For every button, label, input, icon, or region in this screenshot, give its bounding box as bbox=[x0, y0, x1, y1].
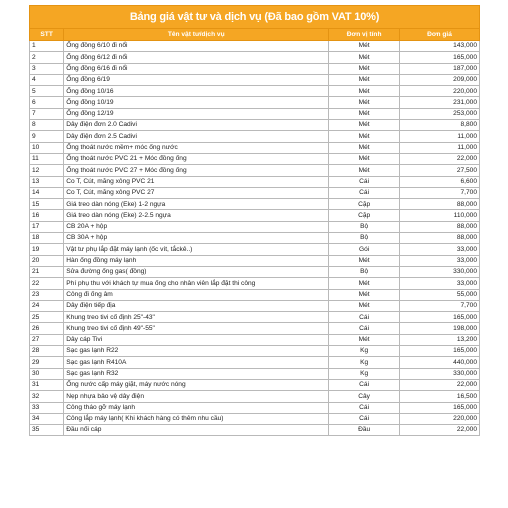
row-unit: Mét bbox=[329, 142, 400, 153]
row-price: 88,000 bbox=[400, 221, 480, 232]
row-price: 165,000 bbox=[400, 52, 480, 63]
row-stt: 14 bbox=[30, 187, 64, 198]
row-name: Nẹp nhựa bảo vệ dây điện bbox=[64, 391, 329, 402]
row-price: 33,000 bbox=[400, 255, 480, 266]
row-stt: 10 bbox=[30, 142, 64, 153]
row-stt: 15 bbox=[30, 199, 64, 210]
row-stt: 3 bbox=[30, 63, 64, 74]
row-name: Vật tư phụ lắp đặt máy lạnh (ốc vít, tắckê..) bbox=[64, 244, 329, 255]
price-sheet bbox=[29, 5, 480, 436]
table-row bbox=[30, 210, 480, 221]
row-unit: Mét bbox=[329, 108, 400, 119]
row-name: CB 20A + hộp bbox=[64, 221, 329, 232]
table-row bbox=[30, 379, 480, 390]
row-unit: Mét bbox=[329, 153, 400, 164]
row-stt: 30 bbox=[30, 368, 64, 379]
row-unit: Cây bbox=[329, 391, 400, 402]
row-name: Ống đồng 6/19 bbox=[64, 74, 329, 85]
row-name: Sạc gas lạnh R410A bbox=[64, 357, 329, 368]
table-row bbox=[30, 74, 480, 85]
row-price: 13,200 bbox=[400, 334, 480, 345]
row-price: 8,800 bbox=[400, 120, 480, 131]
row-unit: Bộ bbox=[329, 221, 400, 232]
row-name: Phí phụ thu với khách tự mua ống cho nhân viên lắp đặt thi công bbox=[64, 278, 329, 289]
table-row bbox=[30, 244, 480, 255]
row-price: 33,000 bbox=[400, 244, 480, 255]
table-row bbox=[30, 120, 480, 131]
row-price: 33,000 bbox=[400, 278, 480, 289]
table-row bbox=[30, 425, 480, 436]
row-stt: 33 bbox=[30, 402, 64, 413]
table-row bbox=[30, 153, 480, 164]
row-stt: 21 bbox=[30, 266, 64, 277]
row-unit: Mét bbox=[329, 255, 400, 266]
row-unit: Mét bbox=[329, 86, 400, 97]
row-name: Ống đồng 10/19 bbox=[64, 97, 329, 108]
table-row bbox=[30, 413, 480, 424]
row-stt: 11 bbox=[30, 153, 64, 164]
table-row bbox=[30, 357, 480, 368]
row-unit: Mét bbox=[329, 289, 400, 300]
row-name: CB 30A + hộp bbox=[64, 233, 329, 244]
row-stt: 18 bbox=[30, 233, 64, 244]
row-name: Giá treo dàn nóng (Eke) 2-2.5 ngựa bbox=[64, 210, 329, 221]
header-unit: Đơn vị tính bbox=[329, 29, 400, 41]
row-price: 27,500 bbox=[400, 165, 480, 176]
row-price: 330,000 bbox=[400, 368, 480, 379]
row-name: Ống đồng 6/10 đi nổi bbox=[64, 41, 329, 52]
row-name: Công đi ống âm bbox=[64, 289, 329, 300]
row-price: 88,000 bbox=[400, 199, 480, 210]
row-price: 330,000 bbox=[400, 266, 480, 277]
row-price: 209,000 bbox=[400, 74, 480, 85]
row-stt: 2 bbox=[30, 52, 64, 63]
row-price: 187,000 bbox=[400, 63, 480, 74]
table-row bbox=[30, 391, 480, 402]
row-price: 165,000 bbox=[400, 402, 480, 413]
row-unit: Mét bbox=[329, 131, 400, 142]
row-name: Ống đồng 12/19 bbox=[64, 108, 329, 119]
table-row bbox=[30, 199, 480, 210]
row-name: Dây cáp Tivi bbox=[64, 334, 329, 345]
row-price: 220,000 bbox=[400, 86, 480, 97]
table-row bbox=[30, 165, 480, 176]
row-stt: 34 bbox=[30, 413, 64, 424]
row-price: 220,000 bbox=[400, 413, 480, 424]
row-name: Đầu nối cáp bbox=[64, 425, 329, 436]
row-stt: 25 bbox=[30, 312, 64, 323]
row-name: Khung treo tivi cố định 49"-55" bbox=[64, 323, 329, 334]
row-name: Công lắp máy lạnh( Khi khách hàng có thêm nhu cầu) bbox=[64, 413, 329, 424]
table-row bbox=[30, 402, 480, 413]
row-unit: Cái bbox=[329, 187, 400, 198]
row-stt: 7 bbox=[30, 108, 64, 119]
row-price: 88,000 bbox=[400, 233, 480, 244]
row-price: 253,000 bbox=[400, 108, 480, 119]
row-price: 22,000 bbox=[400, 379, 480, 390]
row-price: 110,000 bbox=[400, 210, 480, 221]
row-price: 22,000 bbox=[400, 425, 480, 436]
table-row bbox=[30, 221, 480, 232]
table-row bbox=[30, 63, 480, 74]
row-stt: 5 bbox=[30, 86, 64, 97]
header-stt: STT bbox=[30, 29, 64, 41]
row-name: Giá treo dàn nóng (Eke) 1-2 ngựa bbox=[64, 199, 329, 210]
row-price: 198,000 bbox=[400, 323, 480, 334]
row-stt: 13 bbox=[30, 176, 64, 187]
row-name: Dây điện đơn 2.0 Cadivi bbox=[64, 120, 329, 131]
row-stt: 26 bbox=[30, 323, 64, 334]
row-name: Công tháo gỡ máy lạnh bbox=[64, 402, 329, 413]
row-stt: 17 bbox=[30, 221, 64, 232]
table-row bbox=[30, 41, 480, 52]
row-name: Ống thoát nước mềm+ móc ống nước bbox=[64, 142, 329, 153]
row-name: Khung treo tivi cố định 25"-43" bbox=[64, 312, 329, 323]
row-unit: Mét bbox=[329, 120, 400, 131]
table-row bbox=[30, 108, 480, 119]
row-price: 440,000 bbox=[400, 357, 480, 368]
row-name: Dây điện đơn 2.5 Cadivi bbox=[64, 131, 329, 142]
row-unit: Kg bbox=[329, 357, 400, 368]
row-stt: 23 bbox=[30, 289, 64, 300]
row-stt: 4 bbox=[30, 74, 64, 85]
table-row bbox=[30, 289, 480, 300]
table-row bbox=[30, 266, 480, 277]
row-stt: 29 bbox=[30, 357, 64, 368]
row-price: 55,000 bbox=[400, 289, 480, 300]
row-stt: 24 bbox=[30, 300, 64, 311]
row-unit: Mét bbox=[329, 300, 400, 311]
row-stt: 8 bbox=[30, 120, 64, 131]
row-price: 143,000 bbox=[400, 41, 480, 52]
row-unit: Gói bbox=[329, 244, 400, 255]
row-stt: 28 bbox=[30, 346, 64, 357]
row-price: 231,000 bbox=[400, 97, 480, 108]
row-price: 7,700 bbox=[400, 300, 480, 311]
row-name: Sạc gas lạnh R32 bbox=[64, 368, 329, 379]
row-name: Ống đồng 10/16 bbox=[64, 86, 329, 97]
table-row bbox=[30, 142, 480, 153]
row-stt: 16 bbox=[30, 210, 64, 221]
row-stt: 12 bbox=[30, 165, 64, 176]
header-name: Tên vật tư/dịch vụ bbox=[64, 29, 329, 41]
row-unit: Kg bbox=[329, 346, 400, 357]
row-price: 165,000 bbox=[400, 312, 480, 323]
row-unit: Cái bbox=[329, 413, 400, 424]
row-price: 11,000 bbox=[400, 131, 480, 142]
row-name: Sạc gas lạnh R22 bbox=[64, 346, 329, 357]
row-unit: Đầu bbox=[329, 425, 400, 436]
row-unit: Cặp bbox=[329, 210, 400, 221]
row-unit: Mét bbox=[329, 41, 400, 52]
row-stt: 22 bbox=[30, 278, 64, 289]
table-row bbox=[30, 176, 480, 187]
row-unit: Mét bbox=[329, 334, 400, 345]
row-name: Co T, Cút, măng xông PVC 27 bbox=[64, 187, 329, 198]
row-unit: Kg bbox=[329, 368, 400, 379]
row-stt: 35 bbox=[30, 425, 64, 436]
price-table bbox=[29, 28, 480, 436]
row-unit: Cặp bbox=[329, 199, 400, 210]
table-body bbox=[30, 41, 480, 436]
row-stt: 27 bbox=[30, 334, 64, 345]
table-header bbox=[30, 29, 480, 41]
table-row bbox=[30, 255, 480, 266]
table-row bbox=[30, 323, 480, 334]
row-price: 165,000 bbox=[400, 346, 480, 357]
row-unit: Cái bbox=[329, 402, 400, 413]
row-unit: Mét bbox=[329, 52, 400, 63]
table-row bbox=[30, 187, 480, 198]
table-row bbox=[30, 233, 480, 244]
row-unit: Mét bbox=[329, 165, 400, 176]
table-row bbox=[30, 86, 480, 97]
row-unit: Cái bbox=[329, 323, 400, 334]
table-row bbox=[30, 300, 480, 311]
row-name: Ống thoát nước PVC 21 + Móc đồng ống bbox=[64, 153, 329, 164]
row-name: Ống thoát nước PVC 27 + Móc đồng ống bbox=[64, 165, 329, 176]
row-name: Ống nước cấp máy giặt, máy nước nóng bbox=[64, 379, 329, 390]
row-unit: Bộ bbox=[329, 233, 400, 244]
row-price: 22,000 bbox=[400, 153, 480, 164]
row-stt: 9 bbox=[30, 131, 64, 142]
table-row bbox=[30, 334, 480, 345]
row-stt: 32 bbox=[30, 391, 64, 402]
header-price: Đơn giá bbox=[400, 29, 480, 41]
row-name: Ống đồng 6/12 đi nổi bbox=[64, 52, 329, 63]
row-unit: Bộ bbox=[329, 266, 400, 277]
row-stt: 20 bbox=[30, 255, 64, 266]
row-stt: 19 bbox=[30, 244, 64, 255]
table-row bbox=[30, 97, 480, 108]
row-price: 11,000 bbox=[400, 142, 480, 153]
row-unit: Mét bbox=[329, 278, 400, 289]
row-name: Dây điện tiếp địa bbox=[64, 300, 329, 311]
row-price: 7,700 bbox=[400, 187, 480, 198]
row-price: 16,500 bbox=[400, 391, 480, 402]
row-stt: 31 bbox=[30, 379, 64, 390]
row-name: Co T, Cút, măng xông PVC 21 bbox=[64, 176, 329, 187]
row-unit: Mét bbox=[329, 97, 400, 108]
row-unit: Cái bbox=[329, 379, 400, 390]
sheet-title: Bảng giá vật tư và dịch vụ (Đã bao gồm VAT 10%) bbox=[29, 5, 480, 28]
table-row bbox=[30, 131, 480, 142]
row-name: Ống đồng 6/16 đi nổi bbox=[64, 63, 329, 74]
row-unit: Mét bbox=[329, 74, 400, 85]
row-stt: 6 bbox=[30, 97, 64, 108]
row-stt: 1 bbox=[30, 41, 64, 52]
row-unit: Cái bbox=[329, 312, 400, 323]
table-row bbox=[30, 52, 480, 63]
table-row bbox=[30, 346, 480, 357]
row-unit: Cái bbox=[329, 176, 400, 187]
row-name: Hàn ống đồng máy lạnh bbox=[64, 255, 329, 266]
row-name: Sửa đường ống gas( đồng) bbox=[64, 266, 329, 277]
table-row bbox=[30, 368, 480, 379]
row-unit: Mét bbox=[329, 63, 400, 74]
table-row bbox=[30, 312, 480, 323]
row-price: 6,600 bbox=[400, 176, 480, 187]
table-row bbox=[30, 278, 480, 289]
